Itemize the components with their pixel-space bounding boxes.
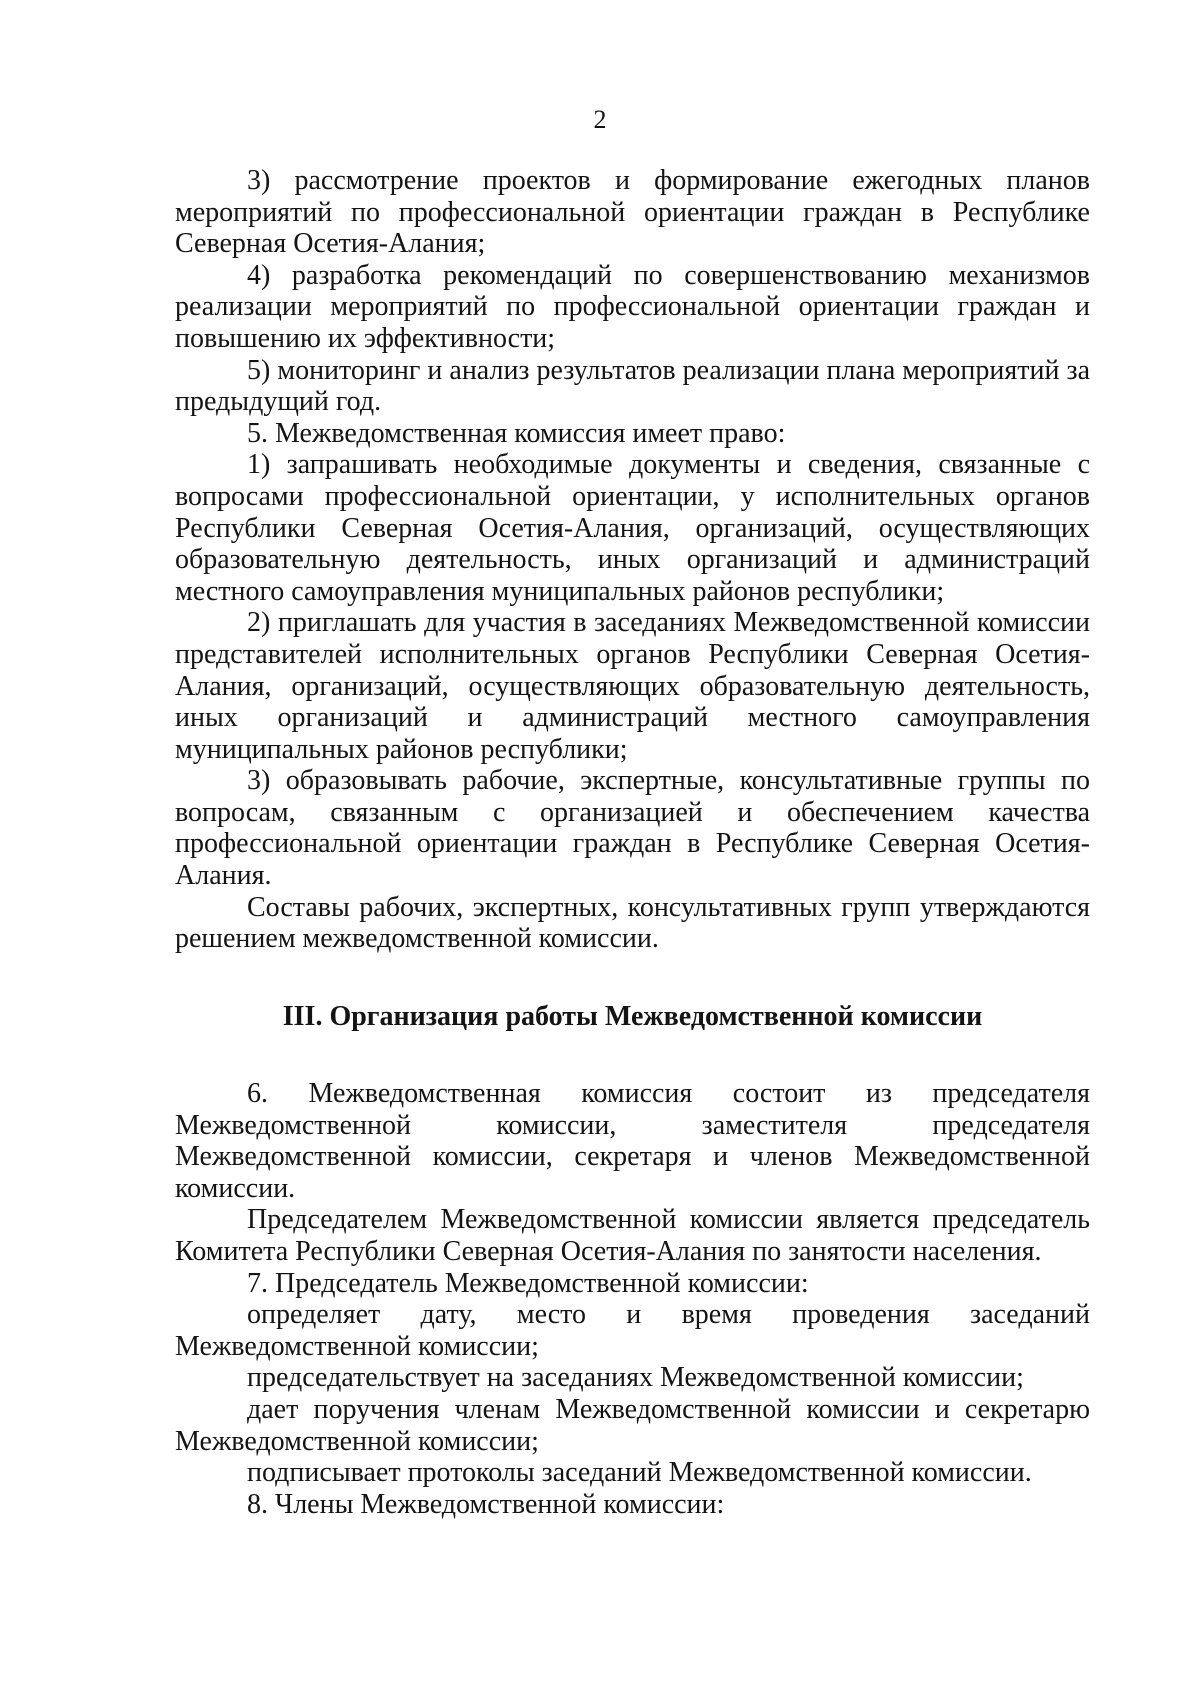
paragraph: дает поручения членам Межведомственной комиссии и секретарю Межведомственной комиссии; — [175, 1393, 1090, 1457]
paragraph: 3) образовывать рабочие, экспертные, консультативные группы по вопросам, связанным с организацией и обеспечением качества профессиональной ориентации граждан в Республике Северная Осетия-Алания. — [175, 765, 1090, 892]
paragraph: 5) мониторинг и анализ результатов реализации плана мероприятий за предыдущий год. — [175, 354, 1090, 418]
body-text-lower — [175, 1078, 1090, 1520]
paragraph: 1) запрашивать необходимые документы и сведения, связанные с вопросами профессиональной ориентации, у исполнительных органов Республики Северная Осетия-Алания, организаций, осуществляющих образовательную деятельность, иных организаций и администраций местного самоуправления муниципальных районов республики; — [175, 449, 1090, 607]
paragraph: 8. Члены Межведомственной комиссии: — [247, 1488, 725, 1520]
section-heading: III. Организация работы Межведомственной комиссии — [282, 1001, 983, 1032]
paragraph: подписывает протоколы заседаний Межведомственной комиссии. — [247, 1457, 1032, 1489]
paragraph: определяет дату, место и время проведения заседаний Межведомственной комиссии; — [175, 1299, 1090, 1362]
paragraph: Председателем Межведомственной комиссии является председатель Комитета Республики Северная Осетия-Алания по занятости населения. — [175, 1204, 1090, 1267]
paragraph: 5. Межведомственная комиссия имеет право: — [247, 417, 786, 449]
body-text-upper — [175, 165, 1090, 955]
paragraph: председательствует на заседаниях Межведомственной комиссии; — [247, 1362, 1024, 1394]
paragraph: Составы рабочих, экспертных, консультативных групп утверждаются решением межведомственной комиссии. — [175, 891, 1090, 955]
paragraph: 4) разработка рекомендаций по совершенствованию механизмов реализации мероприятий по профессиональной ориентации граждан и повышению их эффективности; — [175, 259, 1090, 354]
paragraph: 7. Председатель Межведомственной комиссии: — [247, 1267, 809, 1299]
page-number: 2 — [593, 105, 607, 134]
paragraph: 6. Межведомственная комиссия состоит из председателя Межведомственной комиссии, заместителя председателя Межведомственной комиссии, секретаря и членов Межведомственной комиссии. — [175, 1078, 1090, 1204]
paragraph: 3) рассмотрение проектов и формирование ежегодных планов мероприятий по профессиональной ориентации граждан в Республике Северная Осетия-Алания; — [175, 165, 1090, 260]
paragraph: 2) приглашать для участия в заседаниях Межведомственной комиссии представителей исполнительных органов Республики Северная Осетия-Алания, организаций, осуществляющих образовательную деятельность, иных организаций и администраций местного самоуправления муниципальных районов республики; — [175, 607, 1090, 765]
